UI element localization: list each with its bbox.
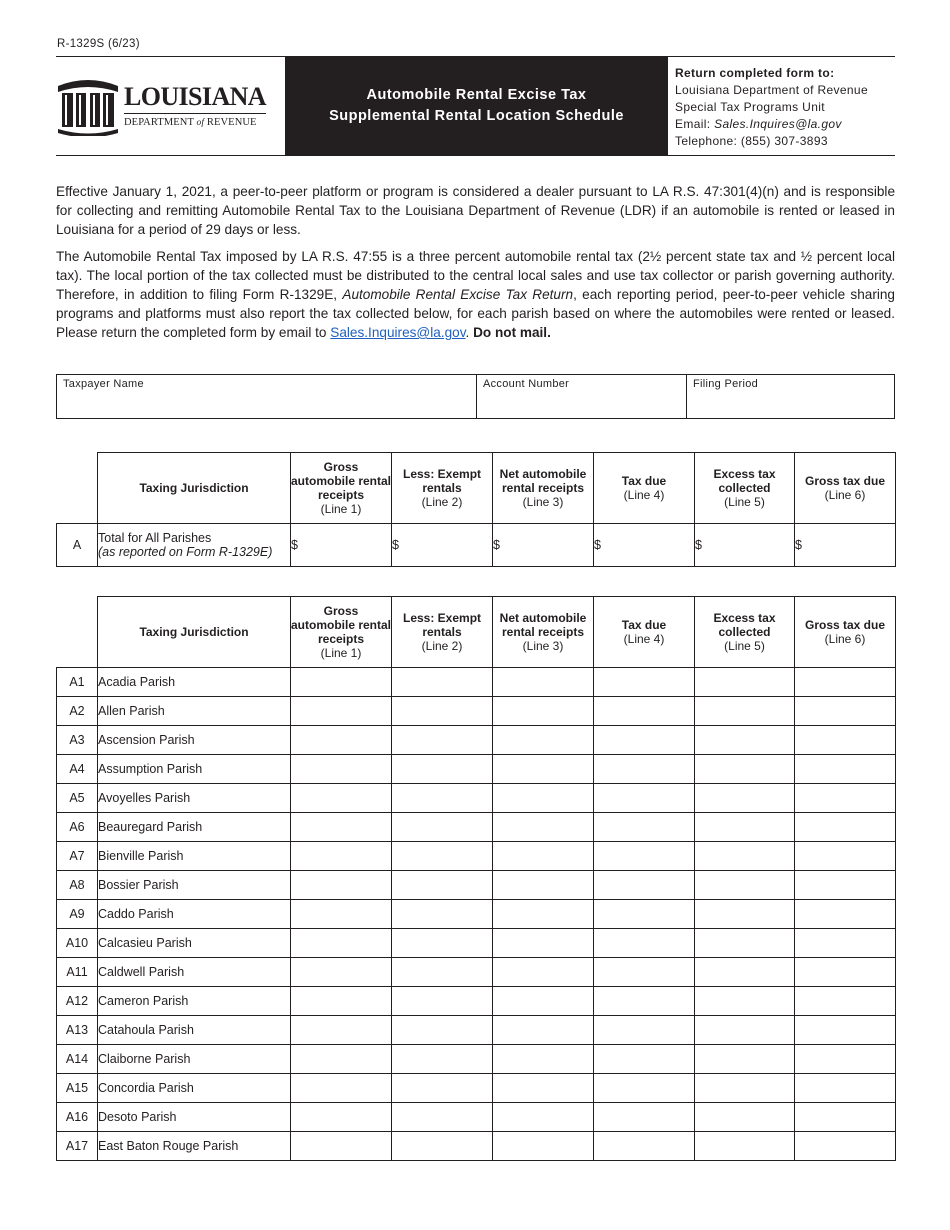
form-id: R-1329S (6/23) <box>57 38 140 50</box>
instructions-paragraph-1: Effective January 1, 2021, a peer-to-peer platform or program is considered a dealer pursuant to LA R.S. 47:301(4)(n) and is responsible for collecting and remitting Automobile Rental Tax to the Louisiana Department of Revenue (LDR) if an automobile is rented or leased in Louisiana for a period of 29 days or less. <box>56 184 895 237</box>
parish-line3-input[interactable] <box>493 1016 594 1045</box>
table-row <box>57 958 896 987</box>
parish-line5-input[interactable] <box>695 929 795 958</box>
col-excess-tax: Excess tax collected (Line 5) <box>695 597 795 668</box>
parish-line1-input[interactable] <box>291 668 392 697</box>
parish-code: A15 <box>57 1074 98 1103</box>
parish-line6-input[interactable] <box>795 1103 896 1132</box>
parish-line6-input[interactable] <box>795 958 896 987</box>
parish-table <box>56 596 896 1161</box>
filing-period-field[interactable] <box>686 375 894 418</box>
col-net-receipts: Net automobile rental receipts (Line 3) <box>493 453 594 524</box>
parish-line3-input[interactable] <box>493 1132 594 1161</box>
return-email: Email: Sales.Inquires@la.gov <box>675 117 842 131</box>
parish-name: Catahoula Parish <box>98 1016 291 1045</box>
col-excess-tax: Excess tax collected (Line 5) <box>695 453 795 524</box>
instructions <box>56 182 895 350</box>
parish-line6-input[interactable] <box>795 1074 896 1103</box>
account-number-field[interactable] <box>476 375 686 418</box>
instructions-paragraph-2: The Automobile Rental Tax imposed by LA R.S. 47:55 is a three percent automobile rental tax (2½ percent state tax and ½ percent local tax). The local portion of the tax collected must be distributed to the central local sales and use tax collector or parish governing authority. Therefore, in addition to filing Form R-1329E, Automobile Rental Excise Tax Return, each reporting period, peer-to-peer vehicle sharing programs and platforms must also report the tax collected below, for each parish based on where the automobiles were rented or leased. Please return the completed form by email to Sales.Inquires@la.gov. Do not mail. <box>56 249 895 340</box>
table-row <box>57 871 896 900</box>
table-row <box>57 1132 896 1161</box>
parish-line2-input[interactable] <box>392 842 493 871</box>
parish-code: A13 <box>57 1016 98 1045</box>
parish-line6-input[interactable] <box>795 813 896 842</box>
total-line6-input[interactable]: $ <box>795 524 896 567</box>
parish-line6-input[interactable] <box>795 784 896 813</box>
parish-line3-input[interactable] <box>493 842 594 871</box>
parish-line5-input[interactable] <box>695 1074 795 1103</box>
parish-line3-input[interactable] <box>493 755 594 784</box>
parish-line1-input[interactable] <box>291 900 392 929</box>
parish-line1-input[interactable] <box>291 755 392 784</box>
return-heading: Return completed form to: <box>675 66 835 80</box>
parish-line5-input[interactable] <box>695 697 795 726</box>
parish-code: A14 <box>57 1045 98 1074</box>
parish-name: Avoyelles Parish <box>98 784 291 813</box>
col-jurisdiction: Taxing Jurisdiction <box>98 453 291 524</box>
parish-line3-input[interactable] <box>493 697 594 726</box>
parish-line2-input[interactable] <box>392 1045 493 1074</box>
parish-line3-input[interactable] <box>493 1045 594 1074</box>
parish-line3-input[interactable] <box>493 871 594 900</box>
parish-line1-input[interactable] <box>291 871 392 900</box>
form-header <box>56 56 895 156</box>
parish-line4-input[interactable] <box>594 1103 695 1132</box>
form-title-line1: Automobile Rental Excise Tax <box>366 87 587 103</box>
parish-code: A8 <box>57 871 98 900</box>
table-row <box>57 842 896 871</box>
capitol-icon <box>56 76 120 136</box>
form-title <box>285 56 668 156</box>
logo-department: DEPARTMENT of REVENUE <box>124 117 257 128</box>
parish-name: Caldwell Parish <box>98 958 291 987</box>
parish-line4-input[interactable] <box>594 1132 695 1161</box>
parish-line6-input[interactable] <box>795 726 896 755</box>
parish-name: East Baton Rouge Parish <box>98 1132 291 1161</box>
parish-line5-input[interactable] <box>695 842 795 871</box>
taxpayer-name-label: Taxpayer Name <box>63 378 144 390</box>
total-line3-input[interactable]: $ <box>493 524 594 567</box>
table-row <box>57 697 896 726</box>
parish-line3-input[interactable] <box>493 900 594 929</box>
parish-line6-input[interactable] <box>795 1132 896 1161</box>
parish-code: A7 <box>57 842 98 871</box>
parish-code: A9 <box>57 900 98 929</box>
parish-line4-input[interactable] <box>594 842 695 871</box>
parish-line1-input[interactable] <box>291 1103 392 1132</box>
total-line4-input[interactable]: $ <box>594 524 695 567</box>
parish-line6-input[interactable] <box>795 929 896 958</box>
parish-line4-input[interactable] <box>594 900 695 929</box>
parish-line2-input[interactable] <box>392 871 493 900</box>
table-row <box>57 929 896 958</box>
parish-line3-input[interactable] <box>493 929 594 958</box>
parish-line5-input[interactable] <box>695 1045 795 1074</box>
col-gross-tax-due: Gross tax due (Line 6) <box>795 453 896 524</box>
email-link[interactable]: Sales.Inquires@la.gov <box>330 325 466 340</box>
parish-line6-input[interactable] <box>795 842 896 871</box>
parish-line1-input[interactable] <box>291 987 392 1016</box>
parish-code: A17 <box>57 1132 98 1161</box>
parish-header-row <box>57 597 896 668</box>
parish-name: Acadia Parish <box>98 668 291 697</box>
parish-line6-input[interactable] <box>795 871 896 900</box>
parish-line1-input[interactable] <box>291 1045 392 1074</box>
col-exempt-rentals: Less: Exempt rentals (Line 2) <box>392 597 493 668</box>
parish-code: A5 <box>57 784 98 813</box>
table-row <box>57 668 896 697</box>
return-line2: Special Tax Programs Unit <box>675 100 825 114</box>
total-row <box>57 524 896 567</box>
parish-line2-input[interactable] <box>392 755 493 784</box>
parish-line5-input[interactable] <box>695 755 795 784</box>
logo-name: LOUISIANA <box>124 84 266 114</box>
parish-line5-input[interactable] <box>695 668 795 697</box>
parish-line2-input[interactable] <box>392 1074 493 1103</box>
parish-line1-input[interactable] <box>291 1132 392 1161</box>
col-tax-due: Tax due (Line 4) <box>594 597 695 668</box>
parish-name: Bienville Parish <box>98 842 291 871</box>
parish-line4-input[interactable] <box>594 813 695 842</box>
parish-code: A16 <box>57 1103 98 1132</box>
parish-line3-input[interactable] <box>493 813 594 842</box>
parish-line4-input[interactable] <box>594 668 695 697</box>
col-net-receipts: Net automobile rental receipts (Line 3) <box>493 597 594 668</box>
parish-line1-input[interactable] <box>291 1074 392 1103</box>
parish-line6-input[interactable] <box>795 900 896 929</box>
parish-line2-input[interactable] <box>392 958 493 987</box>
parish-line5-input[interactable] <box>695 1132 795 1161</box>
parish-line3-input[interactable] <box>493 668 594 697</box>
table-row <box>57 1016 896 1045</box>
parish-name: Caddo Parish <box>98 900 291 929</box>
total-line5-input[interactable]: $ <box>695 524 795 567</box>
agency-logo <box>56 56 285 156</box>
parish-line5-input[interactable] <box>695 726 795 755</box>
form-title-line2: Supplemental Rental Location Schedule <box>329 108 624 124</box>
parish-line2-input[interactable] <box>392 1132 493 1161</box>
filing-period-label: Filing Period <box>693 378 759 390</box>
parish-name: Beauregard Parish <box>98 813 291 842</box>
taxpayer-info <box>56 374 895 419</box>
parish-line5-input[interactable] <box>695 813 795 842</box>
parish-line6-input[interactable] <box>795 1016 896 1045</box>
parish-line6-input[interactable] <box>795 668 896 697</box>
col-gross-receipts: Gross automobile rental receipts (Line 1) <box>291 597 392 668</box>
table-row <box>57 726 896 755</box>
parish-line1-input[interactable] <box>291 697 392 726</box>
parish-line2-input[interactable] <box>392 813 493 842</box>
parish-code: A1 <box>57 668 98 697</box>
parish-line4-input[interactable] <box>594 755 695 784</box>
parish-name: Cameron Parish <box>98 987 291 1016</box>
parish-line3-input[interactable] <box>493 1074 594 1103</box>
parish-line2-input[interactable] <box>392 929 493 958</box>
parish-line5-input[interactable] <box>695 784 795 813</box>
total-line1-input[interactable]: $ <box>291 524 392 567</box>
parish-line2-input[interactable] <box>392 1103 493 1132</box>
account-number-label: Account Number <box>483 378 570 390</box>
return-line1: Louisiana Department of Revenue <box>675 83 868 97</box>
total-label: Total for All Parishes (as reported on Form R-1329E) <box>98 524 291 567</box>
parish-line4-input[interactable] <box>594 871 695 900</box>
parish-line4-input[interactable] <box>594 726 695 755</box>
parish-line3-input[interactable] <box>493 726 594 755</box>
parish-line1-input[interactable] <box>291 784 392 813</box>
parish-name: Calcasieu Parish <box>98 929 291 958</box>
total-line2-input[interactable]: $ <box>392 524 493 567</box>
table-row <box>57 813 896 842</box>
parish-line4-input[interactable] <box>594 1016 695 1045</box>
parish-line1-input[interactable] <box>291 1016 392 1045</box>
parish-line4-input[interactable] <box>594 958 695 987</box>
parish-line2-input[interactable] <box>392 697 493 726</box>
parish-line2-input[interactable] <box>392 1016 493 1045</box>
parish-line5-input[interactable] <box>695 900 795 929</box>
table-row <box>57 987 896 1016</box>
parish-line5-input[interactable] <box>695 1016 795 1045</box>
parish-code: A2 <box>57 697 98 726</box>
parish-rows <box>57 668 896 1161</box>
taxpayer-name-field[interactable] <box>57 375 476 418</box>
table-row <box>57 1045 896 1074</box>
parish-name: Allen Parish <box>98 697 291 726</box>
parish-code: A6 <box>57 813 98 842</box>
parish-line5-input[interactable] <box>695 1103 795 1132</box>
parish-name: Concordia Parish <box>98 1074 291 1103</box>
parish-name: Bossier Parish <box>98 871 291 900</box>
parish-line3-input[interactable] <box>493 958 594 987</box>
return-phone: Telephone: (855) 307-3893 <box>675 134 828 148</box>
parish-line5-input[interactable] <box>695 958 795 987</box>
parish-line4-input[interactable] <box>594 1074 695 1103</box>
parish-name: Desoto Parish <box>98 1103 291 1132</box>
total-header-row <box>57 453 896 524</box>
parish-code: A10 <box>57 929 98 958</box>
parish-line2-input[interactable] <box>392 668 493 697</box>
table-row <box>57 1103 896 1132</box>
parish-line6-input[interactable] <box>795 987 896 1016</box>
parish-line1-input[interactable] <box>291 958 392 987</box>
col-tax-due: Tax due (Line 4) <box>594 453 695 524</box>
table-row <box>57 784 896 813</box>
parish-line6-input[interactable] <box>795 755 896 784</box>
total-table <box>56 452 896 567</box>
table-row <box>57 1074 896 1103</box>
parish-code: A4 <box>57 755 98 784</box>
parish-name: Claiborne Parish <box>98 1045 291 1074</box>
parish-line1-input[interactable] <box>291 813 392 842</box>
parish-name: Assumption Parish <box>98 755 291 784</box>
parish-line3-input[interactable] <box>493 1103 594 1132</box>
parish-line1-input[interactable] <box>291 842 392 871</box>
parish-line2-input[interactable] <box>392 900 493 929</box>
parish-line4-input[interactable] <box>594 697 695 726</box>
parish-line2-input[interactable] <box>392 784 493 813</box>
parish-line6-input[interactable] <box>795 1045 896 1074</box>
col-gross-tax-due: Gross tax due (Line 6) <box>795 597 896 668</box>
table-row <box>57 755 896 784</box>
col-gross-receipts: Gross automobile rental receipts (Line 1) <box>291 453 392 524</box>
table-row <box>57 900 896 929</box>
return-address <box>668 56 895 156</box>
parish-code: A3 <box>57 726 98 755</box>
parish-line5-input[interactable] <box>695 871 795 900</box>
parish-code: A11 <box>57 958 98 987</box>
parish-line2-input[interactable] <box>392 726 493 755</box>
parish-line1-input[interactable] <box>291 929 392 958</box>
col-exempt-rentals: Less: Exempt rentals (Line 2) <box>392 453 493 524</box>
parish-line4-input[interactable] <box>594 987 695 1016</box>
parish-name: Ascension Parish <box>98 726 291 755</box>
parish-line4-input[interactable] <box>594 784 695 813</box>
parish-line3-input[interactable] <box>493 784 594 813</box>
parish-line6-input[interactable] <box>795 697 896 726</box>
col-jurisdiction: Taxing Jurisdiction <box>98 597 291 668</box>
parish-line1-input[interactable] <box>291 726 392 755</box>
parish-line4-input[interactable] <box>594 1045 695 1074</box>
parish-line5-input[interactable] <box>695 987 795 1016</box>
parish-line4-input[interactable] <box>594 929 695 958</box>
parish-line3-input[interactable] <box>493 987 594 1016</box>
total-code: A <box>57 524 98 567</box>
parish-line2-input[interactable] <box>392 987 493 1016</box>
parish-code: A12 <box>57 987 98 1016</box>
